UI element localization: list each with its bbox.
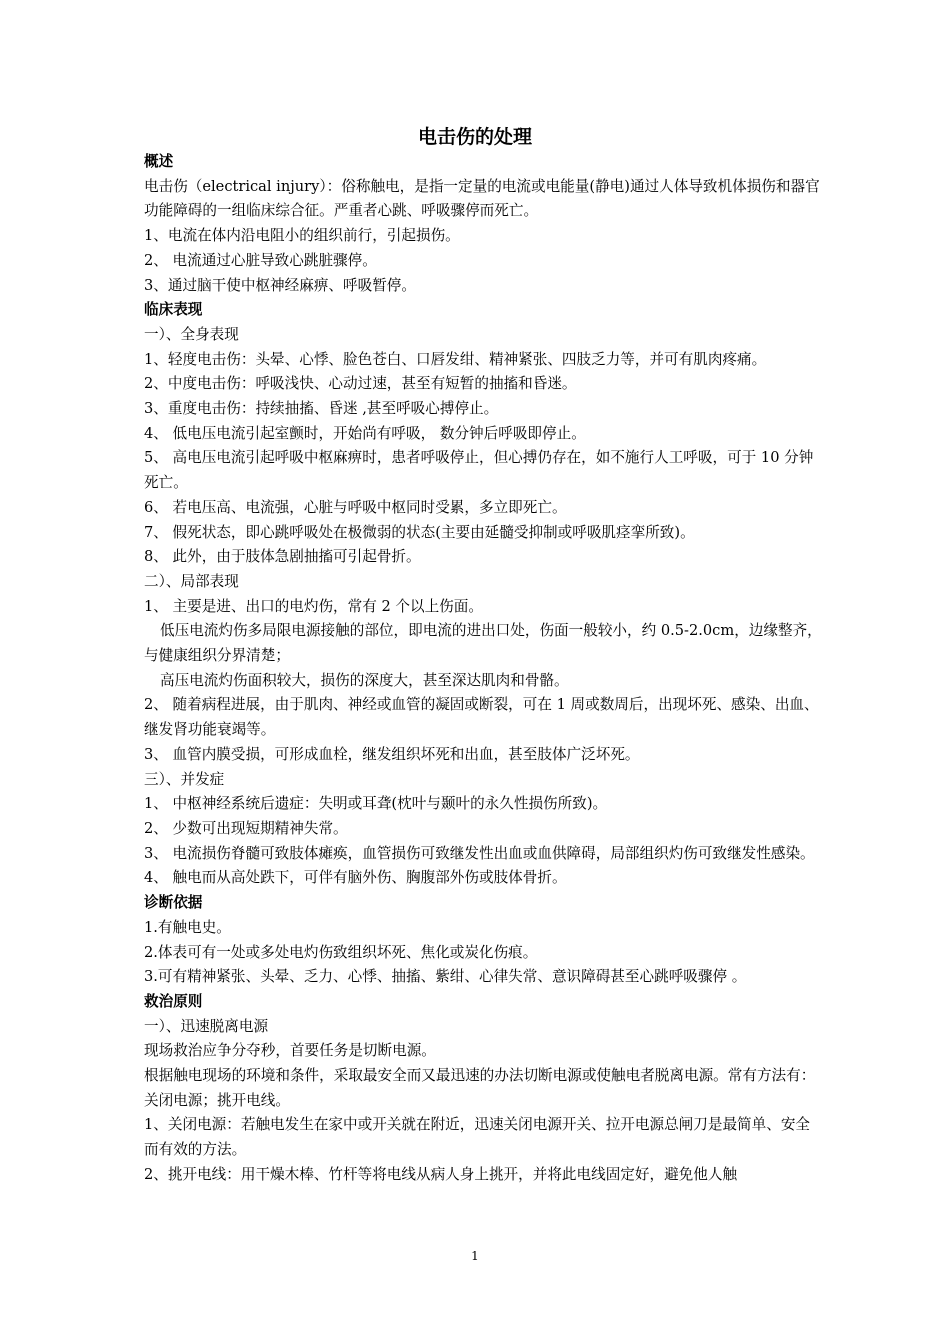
paragraph: 5、 高电压电流引起呼吸中枢麻痹时，患者呼吸停止，但心搏仍存在，如不施行人工呼吸，可于 10 分钟死亡。: [144, 449, 814, 492]
section-heading-treatment: 救治原则: [144, 992, 203, 1010]
paragraph: 2、 电流通过心脏导致心跳脏骤停。: [144, 251, 377, 269]
subheading: 一）、迅速脱离电源: [144, 1017, 269, 1035]
paragraph: 现场救治应争分夺秒，首要任务是切断电源。: [144, 1042, 436, 1060]
paragraph: 4、 触电而从高处跌下，可伴有脑外伤、胸腹部外伤或肢体骨折。: [144, 869, 567, 887]
paragraph: 根据触电现场的环境和条件，采取最安全而又最迅速的办法切断电源或使触电者脱离电源。常有方法有：关闭电源；挑开电线。: [144, 1067, 816, 1109]
paragraph: 2.体表可有一处或多处电灼伤致组织坏死、焦化或炭化伤痕。: [144, 943, 538, 961]
paragraph: 1、电流在体内沿电阻小的组织前行，引起损伤。: [144, 227, 460, 245]
paragraph: 4、 低电压电流引起室颤时，开始尚有呼吸， 数分钟后呼吸即停止。: [144, 424, 586, 442]
paragraph: 2、 少数可出现短期精神失常。: [144, 819, 348, 837]
paragraph: 8、 此外，由于肢体急剧抽搐可引起骨折。: [144, 548, 421, 566]
section-heading-overview: 概述: [144, 153, 174, 170]
paragraph: 7、 假死状态，即心跳呼吸处在极微弱的状态(主要由延髓受抑制或呼吸肌痉挛所致)。: [144, 523, 695, 541]
paragraph: 3、 电流损伤脊髓可致肢体瘫痪，血管损伤可致继发性出血或血供障碍，局部组织灼伤可致继发性感染。: [144, 844, 815, 862]
document-body: [144, 150, 824, 1188]
paragraph: 1、关闭电源：若触电发生在家中或开关就在附近，迅速关闭电源开关、拉开电源总闸刀是最简单、安全而有效的方法。: [144, 1116, 811, 1159]
subheading: 二）、局部表现: [144, 572, 239, 590]
paragraph: 3、重度电击伤：持续抽搐、昏迷 ,甚至呼吸心搏停止。: [144, 400, 499, 418]
paragraph: 6、 若电压高、电流强，心脏与呼吸中枢同时受累，多立即死亡。: [144, 498, 567, 516]
paragraph: 电击伤（electrical injury）：俗称触电，是指一定量的电流或电能量(静电)通过人体导致机体损伤和器官功能障碍的一组临床综合征。严重者心跳、呼吸骤停而死亡。: [144, 177, 820, 220]
subheading: 三）、并发症: [144, 770, 225, 788]
paragraph: 3、 血管内膜受损，可形成血栓，继发组织坏死和出血，甚至肢体广泛坏死。: [144, 745, 640, 763]
paragraph: 1.有触电史。: [144, 918, 231, 936]
section-heading-clinical: 临床表现: [144, 301, 203, 319]
subheading: 一）、全身表现: [144, 325, 239, 343]
paragraph: 2、中度电击伤：呼吸浅快、心动过速，甚至有短暂的抽搐和昏迷。: [144, 375, 577, 393]
paragraph: 1、轻度电击伤：头晕、心悸、脸色苍白、口唇发绀、精神紧张、四肢乏力等，并可有肌肉疼痛。: [144, 350, 767, 368]
paragraph: 1、 中枢神经系统后遗症：失明或耳聋(枕叶与颞叶的永久性损伤所致)。: [144, 795, 608, 813]
page-number: 1: [471, 1249, 479, 1263]
paragraph: 2、 随着病程进展，由于肌肉、神经或血管的凝固或断裂，可在 1 周或数周后，出现坏死、感染、出血、继发肾功能衰竭等。: [144, 696, 819, 739]
paragraph: 低压电流灼伤多局限电源接触的部位，即电流的进出口处，伤面一般较小，约 0.5-2.0cm，边缘整齐，与健康组织分界清楚；: [144, 622, 822, 665]
page-title: 电击伤的处理: [417, 126, 532, 148]
section-heading-diagnosis: 诊断依据: [144, 894, 203, 912]
paragraph: 2、挑开电线：用干燥木棒、竹杆等将电线从病人身上挑开，并将此电线固定好，避免他人触: [144, 1165, 738, 1183]
paragraph: 3.可有精神紧张、头晕、乏力、心悸、抽搐、紫绀、心律失常、意识障碍甚至心跳呼吸骤停 。: [144, 968, 747, 986]
paragraph: 1、 主要是进、出口的电灼伤，常有 2 个以上伤面。: [144, 597, 483, 615]
paragraph: 3、通过脑干使中枢神经麻痹、呼吸暂停。: [144, 276, 416, 294]
paragraph: 高压电流灼伤面积较大，损伤的深度大，甚至深达肌肉和骨骼。: [160, 671, 569, 689]
